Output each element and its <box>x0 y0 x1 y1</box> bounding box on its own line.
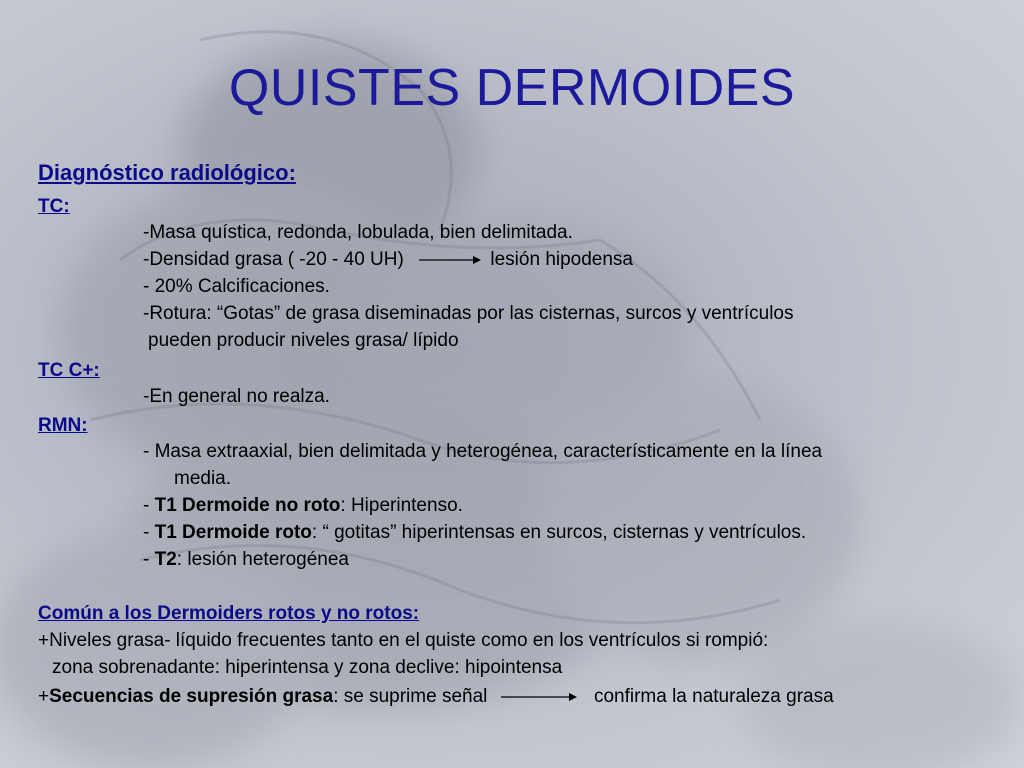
common-line-3-prefix: + <box>38 686 50 707</box>
arrow-right-icon <box>501 690 577 704</box>
rmn-line-3-bold: T1 Dermoide no roto <box>154 495 341 516</box>
rmn-line-5-rest: : lesión heterogénea <box>176 549 349 570</box>
diagnostic-heading: Diagnóstico radiológico: <box>38 160 296 185</box>
rmn-line-4-prefix: - <box>143 522 155 543</box>
tc-line-2 <box>143 247 633 274</box>
tc-line-1: -Masa quística, redonda, lobulada, bien delimitada. <box>143 222 573 243</box>
tcc-heading: TC C+: <box>38 360 100 381</box>
common-line-3-end: confirma la naturaleza grasa <box>593 686 834 707</box>
tc-line-4: -Rotura: “Gotas” de grasa diseminadas por las cisternas, surcos y ventrículos <box>143 303 794 324</box>
common-line-3-bold: Secuencias de supresión grasa <box>49 686 334 707</box>
slide-title: QUISTES DERMOIDES <box>228 59 796 117</box>
rmn-line-3-rest: : Hiperintenso. <box>340 495 463 516</box>
common-line-3-mid: : se suprime señal <box>333 686 488 707</box>
common-heading: Común a los Dermoiders rotos y no rotos: <box>38 603 420 624</box>
rmn-line-4-rest: : “ gotitas” hiperintensas en surcos, cisternas y ventrículos. <box>311 522 807 543</box>
common-line-1: +Niveles grasa- líquido frecuentes tanto en el quiste como en los ventrículos si rompió: <box>38 630 769 651</box>
tc-line-5: pueden producir niveles grasa/ lípido <box>148 330 459 351</box>
rmn-line-4-bold: T1 Dermoide roto <box>154 522 312 543</box>
common-line-3 <box>38 684 834 711</box>
rmn-line-3 <box>143 493 463 520</box>
tc-line-3: - 20% Calcificaciones. <box>143 276 330 297</box>
rmn-line-5-prefix: - <box>143 549 155 570</box>
rmn-heading: RMN: <box>38 415 88 436</box>
tcc-line-1: -En general no realza. <box>143 386 330 407</box>
tc-heading: TC: <box>38 196 70 217</box>
rmn-line-3-prefix: - <box>143 495 155 516</box>
common-line-2: zona sobrenadante: hiperintensa y zona declive: hipointensa <box>52 657 563 678</box>
rmn-line-5 <box>143 547 349 574</box>
rmn-line-5-bold: T2 <box>154 549 177 570</box>
rmn-line-1: - Masa extraaxial, bien delimitada y heterogénea, característicamente en la línea <box>143 441 823 462</box>
tc-line-2-result: lesión hipodensa <box>490 249 634 270</box>
tc-line-2-text: -Densidad grasa ( -20 - 40 UH) <box>143 249 404 270</box>
rmn-line-4 <box>143 520 806 547</box>
rmn-line-2: media. <box>174 468 232 489</box>
arrow-right-icon <box>419 253 481 267</box>
